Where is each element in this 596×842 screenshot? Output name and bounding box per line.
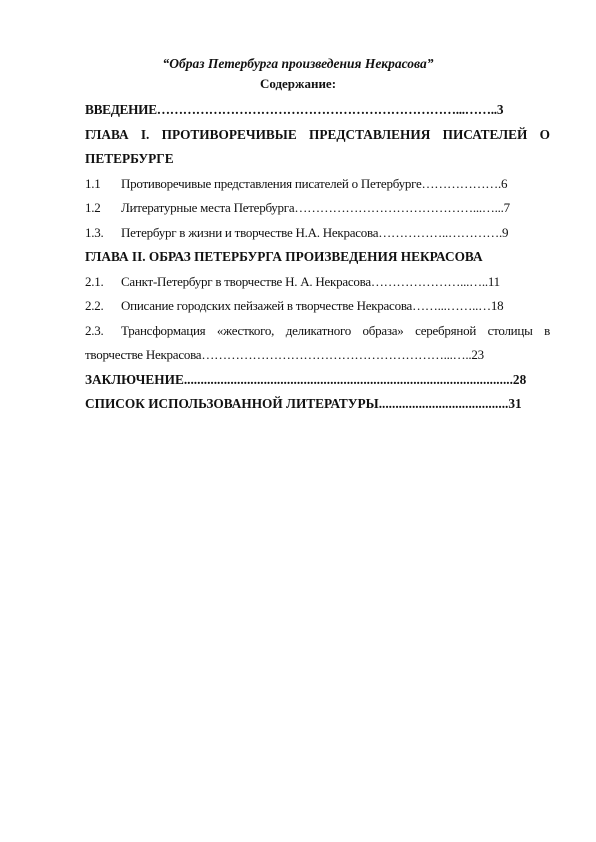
toc-entry-intro [85, 98, 550, 123]
toc-entry-chapter1 [85, 123, 550, 148]
toc-entry-1-1-text: Противоречивые представления писателей о Петербурге……………….6 [121, 175, 508, 191]
toc-entry-2-3 [85, 319, 550, 344]
toc-entry-references [85, 392, 550, 417]
toc-entry-conclusion-text: ЗАКЛЮЧЕНИЕ...................................................................................................28 [85, 371, 527, 387]
toc-entry-2-2 [85, 294, 550, 319]
toc-entry-2-3-number: 2.3. [85, 322, 104, 338]
toc-entry-1-3 [85, 221, 550, 246]
toc-entry-2-1-number: 2.1. [85, 273, 104, 289]
toc-entry-1-3-number: 1.3. [85, 224, 104, 240]
toc-entry-1-3-text: Петербург в жизни и творчестве Н.А. Некрасова……………..………….9 [121, 224, 509, 240]
toc-entry-1-1-number: 1.1 [85, 175, 101, 191]
toc-entry-2-2-text: Описание городских пейзажей в творчестве Некрасова……...……..…18 [121, 298, 504, 313]
toc-entry-2-1-text: Санкт-Петербург в творчестве Н. А. Некрасова…………………...…..11 [121, 273, 500, 289]
toc-entry-1-2-number: 1.2 [85, 200, 101, 215]
toc-entry-1-2-text: Литературные места Петербурга……………………………………...…...7 [121, 200, 510, 215]
toc-entry-chapter1-cont [85, 147, 550, 172]
toc-entry-2-2-number: 2.2. [85, 298, 104, 313]
toc-entry-chapter1-line2: ПЕТЕРБУРГЕ [85, 151, 174, 166]
toc-entry-chapter2-text: ГЛАВА II. ОБРАЗ ПЕТЕРБУРГА ПРОИЗВЕДЕНИЯ НЕКРАСОВА [85, 249, 483, 264]
toc-entry-2-3-text-line1: Трансформация «жесткого, деликатного образа» серебряной столицы в [121, 322, 550, 338]
toc-entry-chapter1-line1: ГЛАВА I. ПРОТИВОРЕЧИВЫЕ ПРЕДСТАВЛЕНИЯ ПИСАТЕЛЕЙ О [85, 126, 550, 142]
toc-entry-chapter2 [85, 245, 550, 270]
toc-entry-1-2 [85, 196, 550, 221]
toc-entry-references-text: СПИСОК ИСПОЛЬЗОВАННОЙ ЛИТЕРАТУРЫ.......................................31 [85, 396, 522, 411]
toc-entry-1-1 [85, 172, 550, 197]
toc-entry-2-3-cont [85, 343, 550, 368]
toc-entry-2-3-text-line2: творчестве Некрасова…………………………………………………...…..23 [85, 347, 484, 362]
toc-entry-2-1 [85, 270, 550, 295]
table-of-contents [85, 98, 550, 417]
contents-heading: Содержание: [259, 76, 337, 91]
document-title: “Образ Петербурга произведения Некрасова” [162, 56, 434, 71]
toc-entry-conclusion [85, 368, 550, 393]
toc-entry-intro-text: ВВЕДЕНИЕ……………………………………………………………...……..3 [85, 102, 504, 117]
